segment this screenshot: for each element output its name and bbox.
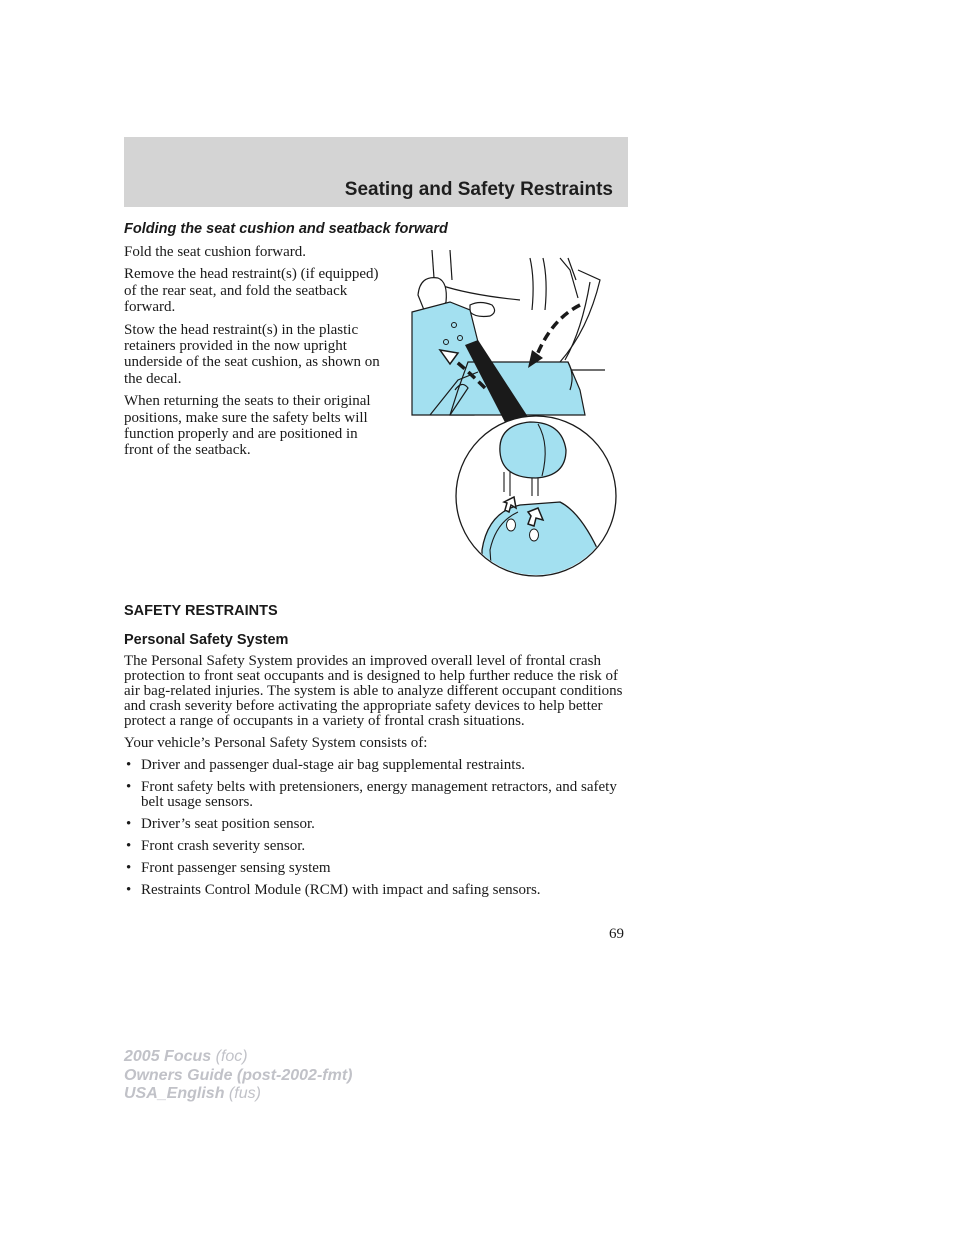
footer-line-model: 2005 Focus (foc)	[124, 1048, 248, 1065]
footer-line-language: USA_English (fus)	[124, 1085, 261, 1102]
bullet-icon: •	[126, 882, 132, 898]
section-header-band	[124, 137, 628, 207]
list-item: • Driver and passenger dual-stage air bag supplemental restraints.	[126, 757, 526, 773]
list-item: • Front crash severity sensor.	[126, 838, 306, 854]
bullet-icon: •	[126, 860, 132, 876]
fold-arrow-icon	[535, 305, 580, 360]
safety-restraints-heading: SAFETY RESTRAINTS	[124, 603, 278, 619]
document-footer	[124, 1048, 352, 1104]
page-number: 69	[609, 926, 624, 942]
safety-consists: Your vehicle’s Personal Safety System consists of:	[124, 735, 428, 751]
head-restraint-detail	[456, 416, 616, 580]
footer-line-guide: Owners Guide (post-2002-fmt)	[124, 1066, 353, 1084]
folding-instructions	[124, 244, 382, 465]
list-item: • Driver’s seat position sensor.	[126, 816, 315, 832]
folding-paragraph: Fold the seat cushion forward.	[124, 244, 307, 260]
seat-fold-illustration	[410, 250, 620, 580]
bullet-icon: •	[126, 838, 132, 854]
folding-paragraph: Remove the head restraint(s) (if equipped) of the rear seat, and fold the seatback forward.	[124, 266, 379, 316]
folding-heading: Folding the seat cushion and seatback forward	[124, 221, 448, 237]
bullet-icon: •	[126, 779, 132, 795]
safety-components-list	[124, 758, 628, 898]
bullet-icon: •	[126, 816, 132, 832]
folding-paragraph: When returning the seats to their original positions, make sure the safety belts will function properly and are positioned in front of the seatback.	[124, 393, 371, 459]
list-item: • Front safety belts with pretensioners, energy management retractors, and safety belt usage sensors.	[126, 779, 617, 810]
bullet-icon: •	[126, 757, 132, 773]
personal-safety-system-heading: Personal Safety System	[124, 632, 289, 648]
safety-intro: The Personal Safety System provides an improved overall level of frontal crash protection to front seat occupants and is designed to help further reduce the risk of air bag-related injuries. The system is able to analyze different occupant conditions and crash severity before activating the appropriate safety devices to help better protect a range of occupants in a variety of frontal crash situations.	[124, 653, 623, 729]
section-title: Seating and Safety Restraints	[344, 179, 613, 200]
list-item: • Front passenger sensing system	[126, 860, 331, 876]
list-item: • Restraints Control Module (RCM) with impact and safing sensors.	[126, 882, 541, 898]
folding-paragraph: Stow the head restraint(s) in the plastic retainers provided in the now upright underside of the seat cushion, as shown on the decal.	[124, 321, 380, 387]
safety-body	[124, 654, 628, 905]
